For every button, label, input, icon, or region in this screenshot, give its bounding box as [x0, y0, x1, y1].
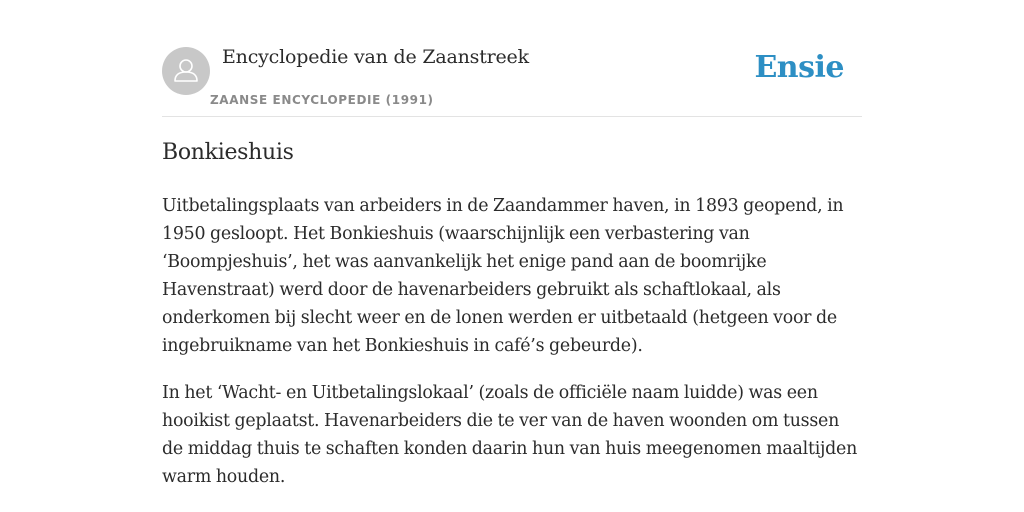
user-silhouette-icon — [162, 47, 210, 95]
article-body — [162, 192, 862, 510]
article-paragraph: In het ‘Wacht- en Uitbetalingslokaal’ (zoals de officiële naam luidde) was een hooikist geplaatst. Havenarbeiders die te ver van de haven woonden om tussen de middag thuis te schaften konden daarin hun van huis meegenomen maaltijden warm houden. — [162, 383, 858, 487]
article-title: Bonkieshuis — [162, 140, 294, 165]
source-title[interactable]: Encyclopedie van de Zaanstreek — [222, 46, 529, 68]
source-subtitle: ZAANSE ENCYCLOPEDIE (1991) — [210, 93, 434, 107]
brand-logo[interactable]: Ensie — [754, 50, 844, 85]
source-header — [162, 0, 862, 117]
avatar[interactable] — [162, 47, 210, 95]
article-page — [162, 0, 862, 512]
article-paragraph: Uitbetalingsplaats van arbeiders in de Zaandammer haven, in 1893 geopend, in 1950 gesloopt. Het Bonkieshuis (waarschijnlijk een verbastering van ‘Boompjeshuis’, het was aanvankelijk het enige pand aan de boomrijke Havenstraat) werd door de havenarbeiders gebruikt als schaftlokaal, als onderkomen bij slecht weer en de lonen werden er uitbetaald (hetgeen voor de ingebruikname van het Bonkieshuis in café’s gebeurde). — [162, 196, 844, 356]
